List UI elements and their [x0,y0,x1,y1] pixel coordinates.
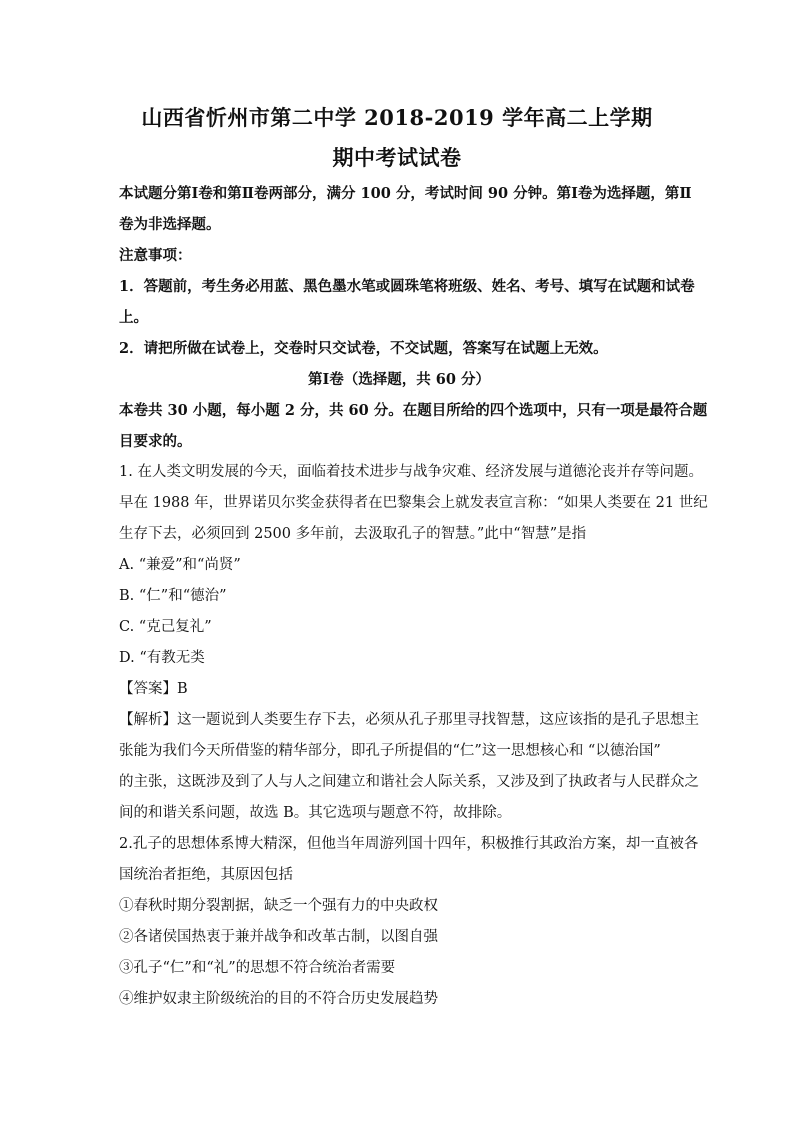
q2-item-4: ④维护奴隶主阶级统治的目的不符合历史发展趋势 [119,991,438,1007]
q2-item-3: ③孔子“仁”和“礼”的思想不符合统治者需要 [119,960,396,976]
q1-analysis-line-3: 的主张，这既涉及到了人与人之间建立和谐社会人际关系，又涉及到了执政者与人民群众之 [119,774,699,790]
exam-title-line2: 期中考试试卷 [332,145,462,170]
q1-option-d: D. “有教无类 [119,650,205,666]
section-1-desc-line-2: 目要求的。 [119,433,192,450]
question-1 [119,457,708,829]
q1-line-2: 早在 1988 年，世界诺贝尔奖金获得者在巴黎集会上就发表宣言称：“如果人类要在 21 世纪 [119,495,708,511]
notes-item-1-line-2: 上。 [119,309,148,326]
notes-heading: 注意事项： [119,247,192,264]
notes-section [119,240,695,364]
q1-analysis-line-4: 间的和谐关系问题，故选 B。其它选项与题意不符，故排除。 [119,805,512,821]
notes-item-2: 2．请把所做在试卷上，交卷时只交试卷，不交试题，答案写在试题上无效。 [119,340,608,357]
q1-analysis-line-2: 张能为我们今天所借鉴的精华部分，即孔子所提倡的“仁”这一思想核心和 “以德治国” [119,743,661,759]
q1-line-1: 1. 在人类文明发展的今天，面临着技术进步与战争灾难、经济发展与道德沦丧并存等问题。 [119,464,703,480]
exam-intro [119,178,692,240]
q1-answer: 【答案】B [119,681,188,697]
q2-line-1: 2.孔子的思想体系博大精深，但他当年周游列国十四年，积极推行其政治方案，却一直被各 [119,836,699,852]
q2-item-1: ①春秋时期分裂割据，缺乏一个强有力的中央政权 [119,898,438,914]
section-1-heading: 第Ⅰ卷（选择题，共 60 分） [307,371,491,388]
question-2 [119,829,699,1015]
q1-analysis-line-1: 【解析】这一题说到人类要生存下去，必须从孔子那里寻找智慧，这应该指的是孔子思想主 [119,712,699,728]
intro-line-1: 本试题分第Ⅰ卷和第Ⅱ卷两部分，满分 100 分，考试时间 90 分钟。第Ⅰ卷为选择题，第Ⅱ [119,185,692,202]
q1-option-c: C. “克己复礼” [119,619,212,635]
q1-option-b: B. “仁”和“德治” [119,588,227,604]
q1-option-a: A. “兼爱”和“尚贤” [119,557,241,573]
q2-line-2: 国统治者拒绝，其原因包括 [119,867,293,883]
exam-title-line1: 山西省忻州市第二中学 2018-2019 学年高二上学期 [141,105,653,130]
section-1-description [119,395,708,457]
notes-item-1-line-1: 1．答题前，考生务必用蓝、黑色墨水笔或圆珠笔将班级、姓名、考号、填写在试题和试卷 [119,278,695,295]
intro-line-2: 卷为非选择题。 [119,216,221,233]
q1-line-3: 生存下去，必须回到 2500 多年前，去汲取孔子的智慧。”此中“智慧”是指 [119,526,587,542]
section-1-desc-line-1: 本卷共 30 小题，每小题 2 分，共 60 分。在题目所给的四个选项中，只有一项是最符合题 [119,402,708,419]
q2-item-2: ②各诸侯国热衷于兼并战争和改革古制，以图自强 [119,929,438,945]
